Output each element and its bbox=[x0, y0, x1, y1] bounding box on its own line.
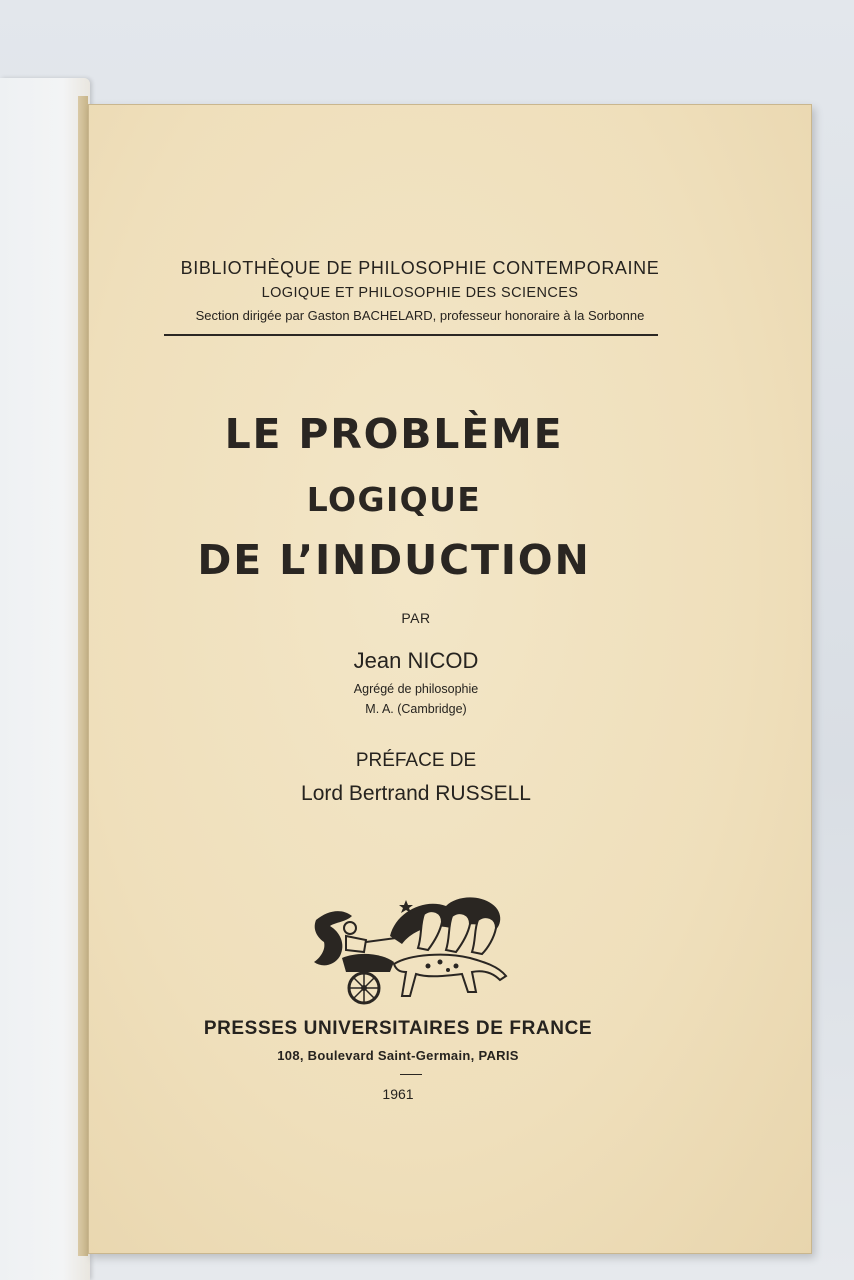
title-page bbox=[88, 104, 812, 1254]
title-line-3: DE L’INDUCTION bbox=[197, 536, 591, 584]
header-rule bbox=[164, 334, 658, 336]
year-rule bbox=[400, 1074, 422, 1075]
publisher-name: PRESSES UNIVERSITAIRES DE FRANCE bbox=[203, 1018, 593, 1039]
publisher-address: 108, Boulevard Saint-Germain, PARIS bbox=[277, 1048, 519, 1063]
preface-author: Lord Bertrand RUSSELL bbox=[301, 782, 531, 805]
by-label: PAR bbox=[401, 610, 431, 626]
chariot-horses-emblem-icon bbox=[306, 892, 518, 1008]
author-credential-2: M. A. (Cambridge) bbox=[365, 702, 467, 716]
preface-label: PRÉFACE DE bbox=[355, 750, 477, 771]
author-name: Jean NICOD bbox=[353, 648, 479, 673]
publication-year: 1961 bbox=[382, 1086, 414, 1102]
series-subtitle: LOGIQUE ET PHILOSOPHIE DES SCIENCES bbox=[261, 285, 579, 301]
title-line-1: LE PROBLÈME bbox=[224, 410, 564, 458]
author-credential-1: Agrégé de philosophie bbox=[353, 682, 479, 696]
series-editor: Section dirigée par Gaston BACHELARD, professeur honoraire à la Sorbonne bbox=[195, 308, 645, 323]
title-line-2: LOGIQUE bbox=[306, 480, 482, 519]
series-title: BIBLIOTHÈQUE DE PHILOSOPHIE CONTEMPORAINE bbox=[180, 258, 660, 278]
